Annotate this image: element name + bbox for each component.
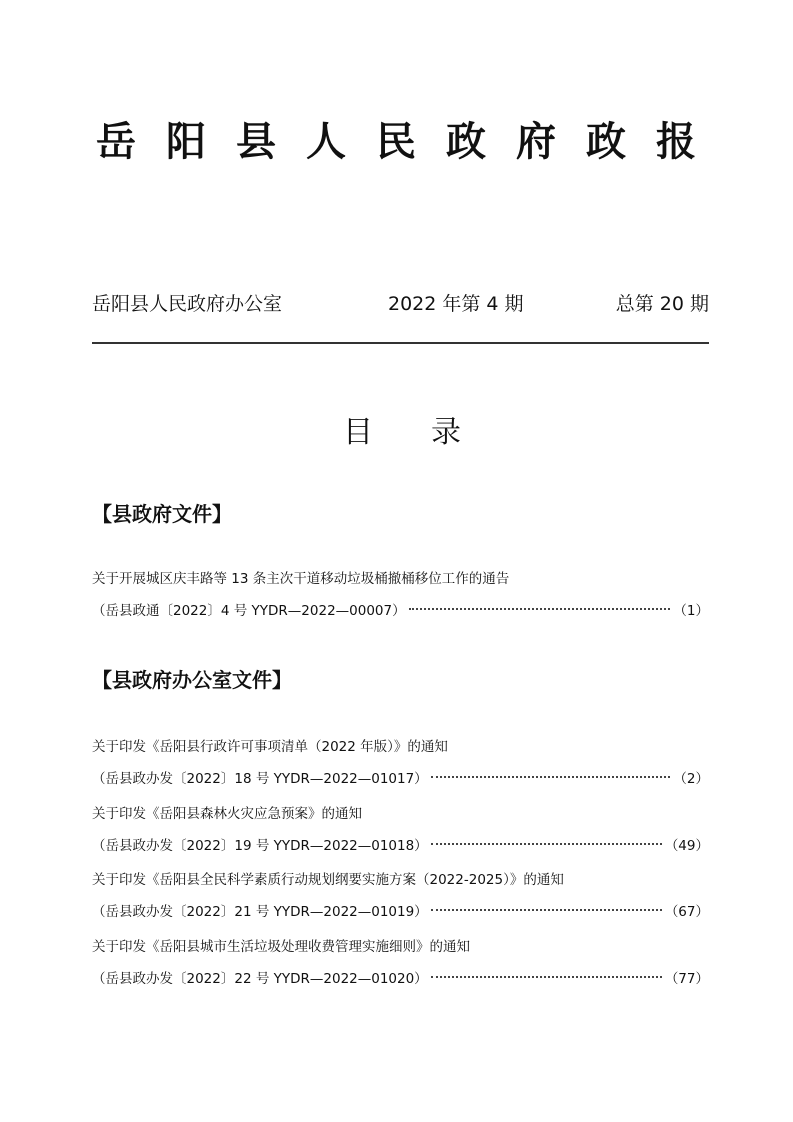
- dot-leader: [431, 775, 671, 778]
- toc-entry-reference: [92, 600, 709, 622]
- dot-leader: [431, 842, 662, 845]
- toc-title-char: 目: [343, 415, 373, 450]
- dot-leader: [409, 607, 671, 610]
- header-divider: [92, 342, 709, 344]
- section-heading-county-government-office: 【县政府办公室文件】: [92, 668, 292, 692]
- toc-entry-page: （49）: [664, 838, 709, 854]
- toc-entry[interactable]: [92, 869, 709, 923]
- toc-title-char: 录: [431, 415, 461, 450]
- toc-entry-doc-number: （岳县政办发〔2022〕19 号 YYDR—2022—01018）: [92, 838, 428, 854]
- toc-entry[interactable]: [92, 803, 709, 857]
- toc-entry-reference: [92, 968, 709, 990]
- masthead-char: 阳: [166, 118, 206, 165]
- toc-entry-title: 关于印发《岳阳县全民科学素质行动规划纲要实施方案（2022-2025）》的通知: [92, 872, 564, 888]
- masthead-char: 府: [516, 118, 556, 165]
- toc-entry-page: （1）: [673, 603, 709, 619]
- toc-entry-title: 关于印发《岳阳县森林火灾应急预案》的通知: [92, 806, 362, 822]
- toc-entry-page: （67）: [664, 904, 709, 920]
- masthead-char: 人: [306, 118, 346, 165]
- masthead-char: 县: [236, 118, 276, 165]
- masthead-char: 政: [586, 118, 626, 165]
- toc-entry-title: 关于印发《岳阳县城市生活垃圾处理收费管理实施细则》的通知: [92, 939, 470, 955]
- toc-entry-page: （2）: [673, 771, 709, 787]
- toc-entry-title: 关于印发《岳阳县行政许可事项清单（2022 年版）》的通知: [92, 739, 448, 755]
- masthead-char: 政: [446, 118, 486, 165]
- toc-entry-reference: [92, 768, 709, 790]
- masthead-char: 报: [656, 118, 696, 165]
- masthead-char: 民: [376, 118, 416, 165]
- masthead-char: 岳: [96, 118, 136, 165]
- toc-entry-page: （77）: [664, 971, 709, 987]
- total-issue-number: 总第 20 期: [615, 293, 709, 315]
- dot-leader: [431, 975, 662, 978]
- issue-number: 2022 年第 4 期: [388, 293, 524, 315]
- toc-entry[interactable]: [92, 936, 709, 990]
- issuer-name: 岳阳县人民政府办公室: [92, 293, 283, 315]
- toc-entry-title: 关于开展城区庆丰路等 13 条主次干道移动垃圾桶撤桶移位工作的通告: [92, 571, 510, 587]
- toc-entry-reference: [92, 835, 709, 857]
- toc-entry-doc-number: （岳县政办发〔2022〕22 号 YYDR—2022—01020）: [92, 971, 428, 987]
- toc-entry-doc-number: （岳县政办发〔2022〕21 号 YYDR—2022—01019）: [92, 904, 428, 920]
- gazette-masthead: [96, 118, 696, 166]
- toc-entry-reference: [92, 901, 709, 923]
- issue-line: [92, 290, 709, 318]
- toc-entry[interactable]: [92, 736, 709, 790]
- toc-title: [343, 414, 461, 452]
- toc-entry[interactable]: [92, 568, 709, 622]
- toc-entry-doc-number: （岳县政办发〔2022〕18 号 YYDR—2022—01017）: [92, 771, 428, 787]
- dot-leader: [431, 908, 662, 911]
- toc-entry-doc-number: （岳县政通〔2022〕4 号 YYDR—2022—00007）: [92, 603, 406, 619]
- section-heading-county-government: 【县政府文件】: [92, 502, 232, 526]
